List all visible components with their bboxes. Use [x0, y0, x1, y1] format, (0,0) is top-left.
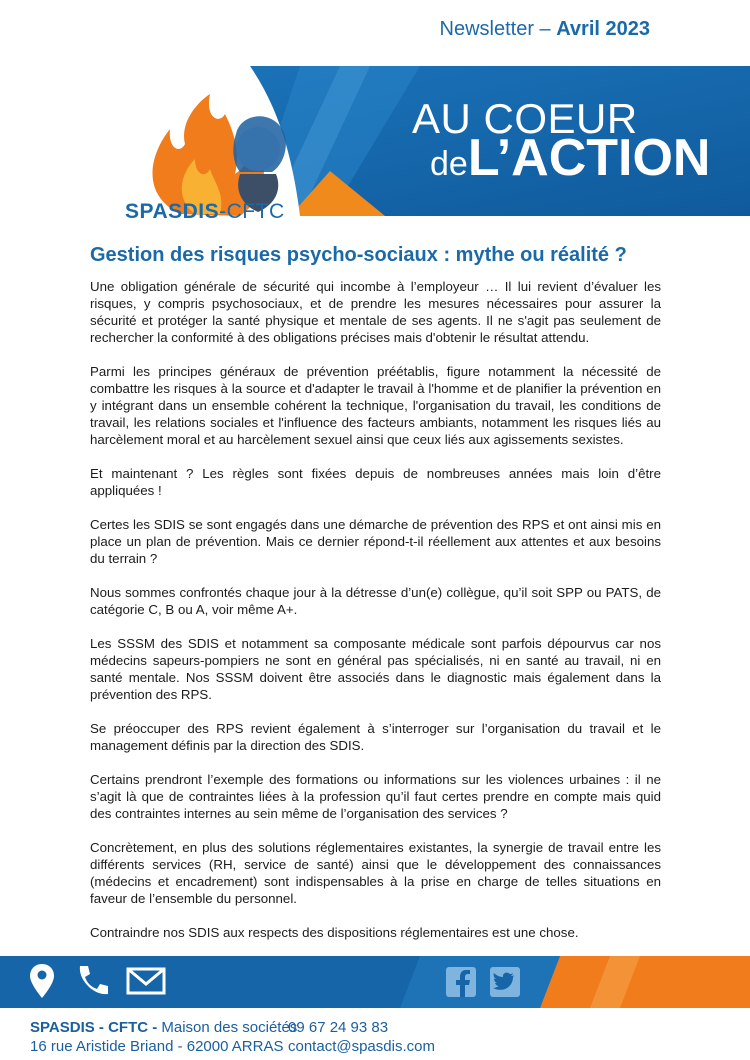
newsletter-date-line	[440, 18, 651, 41]
footer-address-block	[30, 1018, 297, 1056]
brand-suffix: -CFTC	[219, 200, 285, 223]
footer-address: 16 rue Aristide Briand - 62000 ARRAS	[30, 1038, 284, 1055]
article-paragraph: Concrètement, en plus des solutions réglementaires existantes, la synergie de travail entre les différents services (RH, service de santé) ainsi que le développement des connaissances (médecins et encadrement) sont indispensables à la prise en charge de telles situations en faveur de l’ensemble du personnel.	[90, 840, 661, 906]
banner-title-de: de	[430, 145, 468, 183]
footer-org	[30, 1018, 297, 1037]
banner-title-line1: AU COEUR	[412, 95, 638, 142]
article-paragraph: Contraindre nos SDIS aux respects des dispositions réglementaires est une chose.	[90, 925, 579, 940]
facebook-icon[interactable]	[446, 967, 476, 997]
footer-email[interactable]: contact@spasdis.com	[288, 1038, 435, 1055]
newsletter-label: Newsletter –	[439, 18, 557, 40]
article-paragraph: Certes les SDIS se sont engagés dans une démarche de prévention des RPS et ont ainsi mis en place un plan de prévention. Mais ce dernier répond-t-il réellement aux attentes et aux besoins du terrain ?	[90, 517, 661, 566]
footer-org-name: SPASDIS - CFTC -	[30, 1019, 162, 1036]
article-paragraph: Une obligation générale de sécurité qui incombe à l’employeur … Il lui revient d’évaluer les risques, y compris psychosociaux, et de prendre les mesures nécessaires pour assurer la sécurité et protéger la santé physique et mentale de ses agents. Il ne s'agit pas seulement de rechercher la conformité à des obligations précises mais d'obtenir le résultat attendu.	[90, 279, 661, 345]
article-paragraph: Parmi les principes généraux de prévention préétablis, figure notamment la nécessité de combattre les risques à la source et d'adapter le travail à l'homme et de planifier la prévention en y intégrant dans un ensemble cohérent la technique, l'organisation du travail, les conditions de travail, les relations sociales et l'influence des facteurs ambiants, notamment les risques liés au harcèlement moral et au harcèlement sexuel ainsi que ceux liés aux agissements sexistes.	[90, 364, 661, 447]
twitter-icon[interactable]	[490, 967, 520, 997]
newsletter-date: Avril 2023	[556, 18, 650, 40]
article-paragraph: Et maintenant ? Les règles sont fixées depuis de nombreuses années mais loin d’être appliquées !	[90, 466, 661, 498]
flame-firefighter-logo	[140, 94, 300, 216]
banner-title-line2	[430, 128, 711, 188]
article-paragraph: Nous sommes confrontés chaque jour à la détresse d’un(e) collègue, qu’il soit SPP ou PATS, de catégorie C, B ou A, voir même A+.	[90, 585, 661, 617]
article-body	[90, 278, 661, 1009]
article-paragraph: Se préoccuper des RPS revient également à s’interroger sur l’organisation du travail et le management définis par la direction des SDIS.	[90, 721, 661, 753]
footer-bar	[0, 956, 750, 1008]
brand-name: SPASDIS	[125, 200, 220, 223]
article-headline: Gestion des risques psycho-sociaux : mythe ou réalité ?	[90, 244, 627, 266]
footer-org-place: Maison des sociétés	[161, 1019, 298, 1036]
brand-logo-text	[125, 200, 285, 224]
banner-title-laction: L’ACTION	[467, 129, 711, 187]
article-paragraph: Certains prendront l’exemple des formations ou informations sur les violences urbaines : il ne s’agit là que de contraintes liées à la profession qu’il faut certes prendre en compte mais quid des contraintes internes au sein même de l’organisation des services ?	[90, 772, 661, 821]
footer-phone[interactable]: 09 67 24 93 83	[288, 1019, 389, 1036]
article-paragraph: Les SSSM des SDIS et notamment sa composante médicale sont parfois dépourvus car nos médecins sapeurs-pompiers ne sont en général pas spécialisés, ni en santé au travail, ni en santé mentale. Nos SSSM doivent être associés dans le diagnostic mais également dans la prévention des RPS.	[90, 636, 661, 702]
footer-contact-block	[288, 1018, 435, 1056]
